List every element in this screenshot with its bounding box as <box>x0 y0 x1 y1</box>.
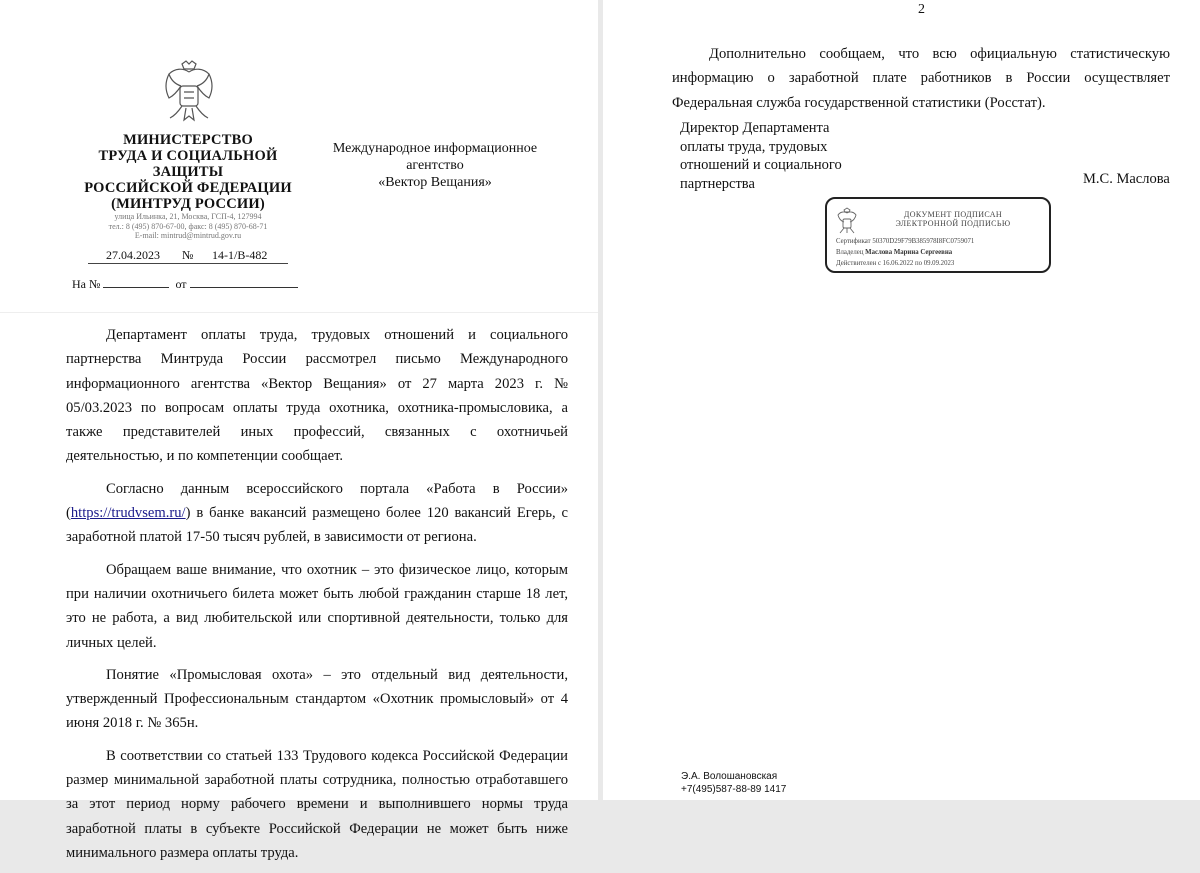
recipient-line: агентство <box>406 158 464 173</box>
executor-name: Э.А. Волошановская <box>681 771 778 782</box>
executor-info <box>681 771 786 796</box>
divider <box>0 312 598 313</box>
valid-label: Действителен <box>836 260 877 267</box>
paragraph: Дополнительно сообщаем, что всю официальную статистическую информацию о заработной плате работников в России осуществляет Федеральная служба государственной статистики (Росстат). <box>672 46 1170 111</box>
ref-from-label: от <box>175 277 187 291</box>
stamp-certificate <box>836 238 974 245</box>
stamp-title <box>869 210 1037 228</box>
ministry-line: МИНИСТЕРСТВО <box>123 132 253 148</box>
letter-page-2 <box>603 0 1200 800</box>
number-label: № <box>182 248 194 262</box>
stamp-validity <box>836 260 954 267</box>
cert-label: Сертификат <box>836 238 871 245</box>
address-line: улица Ильинка, 21, Москва, ГСП-4, 127994 <box>114 212 262 221</box>
paragraph-text: ) в банке вакансий размещено более 120 вакансий Егерь, с заработной платой 17-50 тысяч рублей, в зависимости от региона. <box>66 505 568 546</box>
electronic-signature-stamp <box>825 197 1051 273</box>
ministry-line: (МИНТРУД РОССИИ) <box>111 196 265 212</box>
paragraph <box>66 477 568 550</box>
ref-date-blank <box>190 276 298 288</box>
owner-value: Маслова Марина Сергеевна <box>865 249 953 256</box>
letter-body-continued <box>672 42 1170 115</box>
letter-body <box>66 323 568 873</box>
registration-line <box>88 248 288 264</box>
letter-number: 14-1/В-482 <box>212 248 268 262</box>
stamp-title-line: ДОКУМЕНТ ПОДПИСАН <box>903 210 1003 219</box>
ministry-address <box>80 212 296 241</box>
stamp-owner <box>836 249 952 256</box>
trudvsem-link[interactable]: https://trudvsem.ru/ <box>70 505 186 522</box>
cert-value: 50370D29F79B385978I8FC0759071 <box>872 238 975 245</box>
reference-line <box>72 276 298 292</box>
ministry-line: РОССИЙСКОЙ ФЕДЕРАЦИИ <box>84 180 292 196</box>
signer-name: М.С. Маслова <box>1083 171 1170 187</box>
ref-label: На № <box>72 277 101 291</box>
ministry-line: ТРУДА И СОЦИАЛЬНОЙ <box>98 148 278 164</box>
ref-number-blank <box>103 276 169 288</box>
recipient <box>325 140 545 191</box>
stamp-title-line: ЭЛЕКТРОННОЙ ПОДПИСЬЮ <box>895 219 1011 228</box>
executor-phone: +7(495)587-88-89 1417 <box>681 783 787 795</box>
ministry-line: ЗАЩИТЫ <box>152 164 224 180</box>
director-line: партнерства <box>680 175 755 192</box>
director-line: оплаты труда, трудовых <box>680 138 828 155</box>
letter-page-1 <box>0 0 598 861</box>
letter-date: 27.04.2023 <box>106 248 160 262</box>
paragraph-text: Согласно данным всероссийского портала «Работа в России» ( <box>66 480 568 522</box>
recipient-line: Международное информационное <box>332 141 538 156</box>
coat-of-arms-icon <box>836 207 858 235</box>
paragraph: Понятие «Промысловая охота» – это отдельный вид деятельности, утвержденный Профессиональным стандартом «Охотник промысловый» от 4 июня 2018 г. № 365н. <box>66 666 568 732</box>
director-title <box>680 119 880 193</box>
owner-label: Владелец <box>836 249 864 256</box>
director-line: Директор Департамента <box>680 120 830 136</box>
page-number: 2 <box>918 2 925 17</box>
address-line: E-mail: mintrud@mintrud.gov.ru <box>134 231 242 240</box>
address-line: тел.: 8 (495) 870-67-00, факс: 8 (495) 870-68-71 <box>108 221 268 231</box>
recipient-line: «Вектор Вещания» <box>378 175 492 190</box>
ministry-name <box>80 132 296 212</box>
director-line: отношений и социального <box>680 157 842 173</box>
valid-value: с 16.06.2022 по 09.09.2023 <box>877 260 955 267</box>
paragraph: Обращаем ваше внимание, что охотник – это физическое лицо, которым при наличии охотничьего билета может быть любой гражданин старше 18 лет, это не работа, а вид любительской или спортивной деятельности, только для личных целей. <box>66 561 568 651</box>
coat-of-arms-icon <box>160 58 218 128</box>
paragraph: Департамент оплаты труда, трудовых отношений и социального партнерства Минтруда России рассмотрел письмо Международного информационного агентства «Вектор Вещания» от 27 марта 2023 г. № 05/03.2023 по вопросам оплаты труда охотника, охотника-промысловика, а также представителей иных профессий, связанных с охотничьей деятельностью, и по компетенции сообщает. <box>66 327 568 465</box>
paragraph: В соответствии со статьей 133 Трудового кодекса Российской Федерации размер минимальной заработной платы сотрудника, полностью отработавшего за этот период норму рабочего времени и выполнившего нормы труда заработной платы в субъекте Российской Федерации не может быть ниже минимального размера оплаты труда. <box>66 747 568 861</box>
